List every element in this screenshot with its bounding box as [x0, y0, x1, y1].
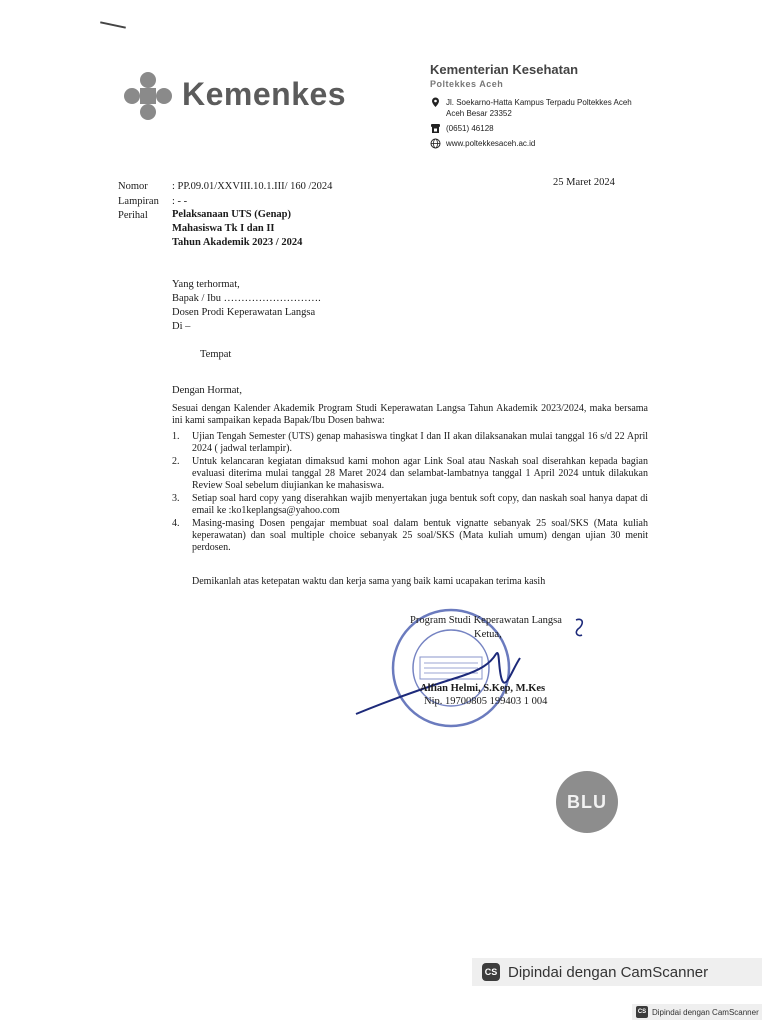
camscanner-banner-text: Dipindai dengan CamScanner	[508, 963, 709, 981]
list-item: 2. Untuk kelancaran kegiatan dimaksud kami mohon agar Link Soal atau Naskah soal diserahkan kepada bagian evaluasi diterima mulai tanggal 28 Maret 2024 dan selambat-lambatnya tanggal 1 April 2024 untuk dilakukan Review Soal sebelum diujiankan ke mahasiswa.	[172, 456, 648, 491]
camscanner-small-logo-icon: CS	[636, 1006, 648, 1018]
recipient-place: Tempat	[200, 349, 232, 360]
globe-icon	[430, 138, 442, 149]
list-item: 4. Masing-masing Dosen pengajar membuat soal dalam bentuk vignatte sebanyak 25 soal/SKS (Mata kuliah keperawatan) dan soal multiple choice sebanyak 25 soal/SKS (Mata kuliah umum) dengan ujian 30 menit perdosen.	[172, 518, 648, 553]
website-row	[430, 138, 632, 149]
signature-position: Ketua,	[474, 629, 502, 640]
list-item: 1. Ujian Tengah Semester (UTS) genap mahasiswa tingkat I dan II akan dilaksanakan mulai tanggal 16 s/d 22 April 2024 ( jadwal terlampir).	[172, 431, 648, 454]
address-line2: Aceh Besar 23352	[446, 109, 512, 118]
lampiran-label: Lampiran	[118, 196, 159, 207]
perihal-line2: Mahasiswa Tk I dan II	[172, 223, 275, 234]
recipient-line3: Dosen Prodi Keperawatan Langsa	[172, 307, 316, 318]
recipient-line2: Bapak / Ibu ……………………….	[172, 293, 321, 304]
nomor-label: Nomor	[118, 181, 148, 192]
camscanner-banner	[472, 958, 762, 986]
kemenkes-logo-icon	[122, 70, 174, 122]
camscanner-footer-text: Dipindai dengan CamScanner	[652, 1007, 759, 1017]
signer-nip: Nip. 19700805 199403 1 004	[424, 696, 548, 707]
phone-number: (0651) 46128	[446, 124, 494, 133]
perihal-line1: Pelaksanaan UTS (Genap)	[172, 209, 292, 220]
letterhead-info	[430, 62, 632, 149]
letter-date: 25 Maret 2024	[553, 177, 615, 188]
perihal-label: Perihal	[118, 210, 148, 221]
list-item: 3. Setiap soal hard copy yang diserahkan wajib menyertakan juga bentuk soft copy, dan naskah soal hanya dapat di email ke :ko1keplangsa@yahoo.com	[172, 493, 648, 516]
phone-row	[430, 123, 632, 134]
signature-title: Program Studi Keperawatan Langsa	[410, 615, 562, 626]
lampiran-value: : - -	[172, 196, 188, 207]
website-url: www.poltekkesaceh.ac.id	[446, 139, 536, 148]
logo-text: Kemenkes	[182, 76, 347, 112]
recipient-line1: Yang terhormat,	[172, 279, 240, 290]
institution-name: Poltekkes Aceh	[430, 79, 504, 89]
scan-mark	[100, 21, 126, 28]
camscanner-logo-icon: CS	[482, 963, 500, 981]
closing-sentence: Demikanlah atas ketepatan waktu dan kerja sama yang baik kami ucapakan terima kasih	[192, 576, 546, 587]
signer-name: Alfian Helmi, S.Kep, M.Kes	[420, 683, 546, 694]
camscanner-footer	[632, 1004, 762, 1020]
instruction-list	[172, 431, 648, 555]
nomor-value: : PP.09.01/XXVIII.10.1.III/ 160 /2024	[172, 181, 333, 192]
ministry-title: Kementerian Kesehatan	[430, 62, 579, 77]
location-pin-icon	[430, 97, 442, 108]
blu-logo: BLU	[556, 771, 618, 833]
greeting: Dengan Hormat,	[172, 385, 242, 396]
perihal-line3: Tahun Akademik 2023 / 2024	[172, 237, 303, 248]
phone-icon	[430, 123, 442, 134]
intro-paragraph: Sesuai dengan Kalender Akademik Program Studi Keperawatan Langsa Tahun Akademik 2023/2024, maka bersama ini kami sampaikan kepada Bapak/Ibu Dosen bahwa:	[172, 403, 648, 426]
handwritten-signature	[350, 640, 540, 720]
signature-flourish	[572, 617, 588, 639]
recipient-line4: Di –	[172, 321, 191, 332]
address-line1: Jl. Soekarno-Hatta Kampus Terpadu Poltekkes Aceh	[446, 98, 632, 107]
address-row	[430, 97, 632, 119]
